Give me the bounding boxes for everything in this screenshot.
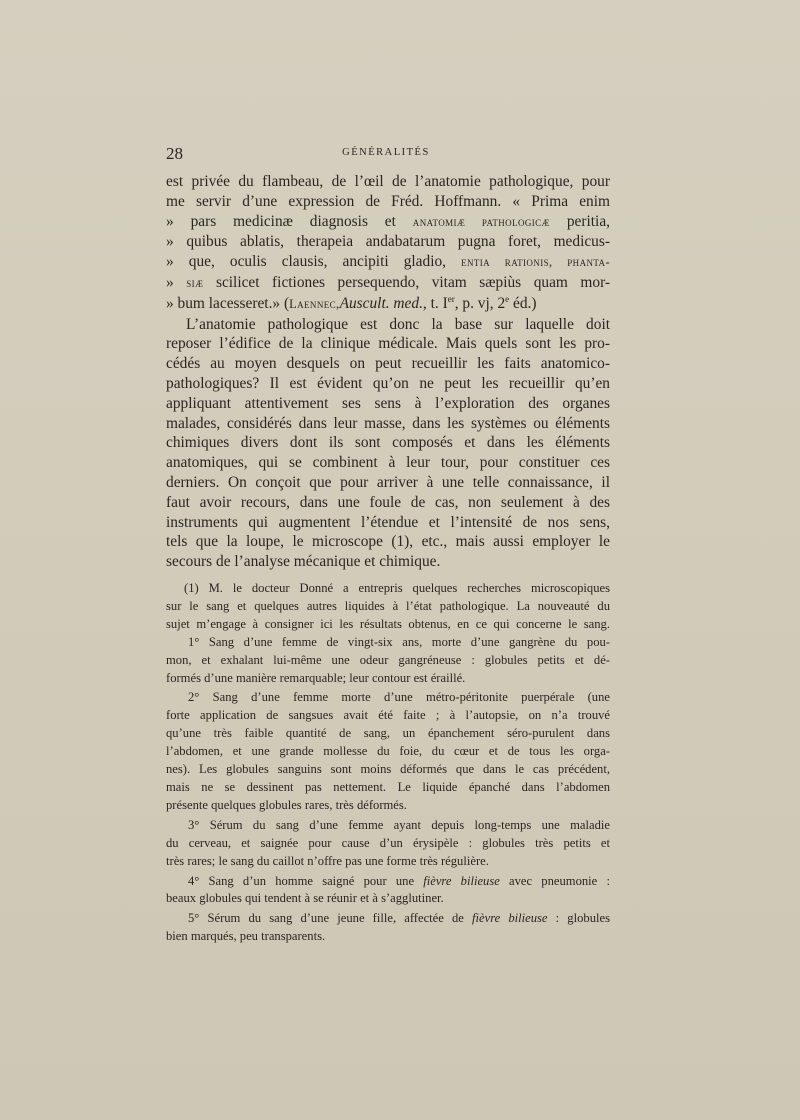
italic-run: fièvre bilieuse — [423, 873, 500, 888]
text-run: , p. vj, 2 — [454, 294, 506, 312]
footnote-line: mais ne se dessinent pas nettement. Le liquide épanché dans l’abdomen — [166, 779, 610, 794]
text-run: : globules — [547, 911, 610, 926]
footnote-line: qu’une très faible quantité de sang, un épanchement séro-purulent dans — [166, 726, 610, 741]
text-line: pathologiques? Il est évident qu’on ne peut les recueillir qu’en — [166, 374, 610, 392]
text-line: instruments qui augmentent l’étendue et l’intensité de nos sens, — [166, 513, 610, 531]
text-line: faut avoir recours, dans une foule de cas, non seulement à des — [166, 493, 610, 511]
footnote-line: formés d’une manière remarquable; leur contour est éraillé. — [166, 670, 466, 685]
small-caps-run: siæ — [186, 275, 204, 290]
page-header — [166, 144, 606, 166]
footnote-line: bien marqués, peu transparents. — [166, 929, 326, 944]
text-line: cédés au moyen desquels on peut recueillir les faits anatomico- — [166, 355, 610, 373]
footnote-line: très rares; le sang du caillot n’offre pas une forme très régulière. — [166, 853, 489, 868]
footnote-line — [166, 873, 610, 891]
italic-run: fièvre bilieuse — [472, 911, 548, 926]
text-run: 5° Sérum du sang d’une jeune fille, affectée de — [188, 911, 473, 926]
text-run: peritia, — [549, 212, 610, 230]
text-line: malades, considérés dans leur masse, dans les systèmes ou éléments — [166, 414, 610, 432]
text-line — [166, 273, 610, 294]
text-run: 4° Sang d’un homme saigné pour une — [188, 873, 424, 888]
text-run: » bum lacesseret.» ( — [166, 294, 290, 312]
small-caps-run: anatomiæ pathologicæ — [412, 214, 550, 229]
text-line — [166, 252, 610, 273]
footnote-line: sujet m’engage à consigner ici les résultats obtenus, en ce qui concerne le sang. — [166, 616, 610, 631]
text-line: derniers. On conçoit que pour arriver à une telle connaissance, il — [166, 473, 610, 491]
text-run: » pars medicinæ diagnosis et — [166, 212, 413, 230]
superscript: er — [447, 293, 455, 304]
italic-run: Auscult. med. — [339, 294, 423, 312]
text-line: est privée du flambeau, de l’œil de l’anatomie pathologique, pour — [166, 173, 610, 190]
small-caps-run: entia rationis, phanta- — [461, 255, 611, 270]
text-line: L’anatomie pathologique est donc la base sur laquelle doit — [186, 315, 610, 333]
footnote-line — [166, 910, 610, 928]
text-line: anatomiques, qui se combinent à leur tour, pour constituer ces — [166, 454, 610, 472]
footnote-line: nes). Les globules sanguins sont moins déformés que dans le cas précédent, — [166, 762, 610, 777]
page-number: 28 — [166, 144, 183, 163]
text-run: » que, oculis clausis, ancipiti gladio, — [166, 253, 462, 271]
text-line — [166, 212, 610, 233]
footnote-line: 2° Sang d’une femme morte d’une métro-péritonite puerpérale (une — [188, 690, 610, 705]
text-run: scilicet fictiones persequendo, vitam sæpiùs quam mor- — [203, 273, 611, 291]
text-line — [166, 294, 610, 315]
small-caps-run: Laennec, — [289, 296, 340, 311]
footnote-line: l’abdomen, et une grande mollesse du foie, du cœur et de tous les orga- — [166, 744, 610, 759]
footnote-line: sur le sang et quelques autres liquides à l’état pathologique. La nouveauté du — [166, 598, 610, 613]
text-line: reposer l’édifice de la clinique médicale. Mais quels sont les pro- — [166, 335, 610, 353]
footnotes — [166, 580, 610, 946]
text-line: tels que la loupe, le microscope (1), etc., mais aussi employer le — [166, 533, 610, 551]
footnote-line: forte application de sangsues avait été faite ; à l’autopsie, on n’a trouvé — [166, 708, 610, 723]
text-run: éd.) — [509, 294, 537, 312]
footnote-line: (1) M. le docteur Donné a entrepris quelques recherches microscopiques — [184, 581, 610, 595]
superscript: e — [505, 293, 510, 304]
text-line: chimiques divers dont ils sont composés et dans les éléments — [166, 434, 610, 452]
footnote-line: beaux globules qui tendent à se réunir et à s’agglutiner. — [166, 891, 444, 906]
main-text — [166, 172, 610, 572]
text-line: me servir d’une expression de Fréd. Hoffmann. « Prima enim — [166, 192, 610, 210]
footnote-line: mon, et exhalant lui-même une odeur gangréneuse : globules petits et dé- — [166, 652, 610, 667]
running-head: GÉNÉRALITÉS — [342, 147, 430, 158]
footnote-line: présente quelques globules rares, très déformés. — [166, 797, 407, 812]
text-run: avec pneumonie : — [499, 873, 610, 888]
text-line: secours de l’analyse mécanique et chimique. — [166, 553, 441, 571]
text-run: , t. I — [422, 294, 448, 312]
footnote-line: 1° Sang d’une femme de vingt-six ans, morte d’une gangrène du pou- — [188, 634, 610, 649]
footnote-line: du cerveau, et saignée pour cause d’un érysipèle : globules très petits et — [166, 835, 610, 850]
text-run: » — [166, 273, 187, 291]
text-line: » quibus ablatis, therapeia andabatarum pugna foret, medicus- — [166, 233, 610, 251]
footnote-line: 3° Sérum du sang d’une femme ayant depuis long-temps une maladie — [188, 817, 610, 832]
text-line: appliquant attentivement ses sens à l’exploration des organes — [166, 394, 610, 412]
